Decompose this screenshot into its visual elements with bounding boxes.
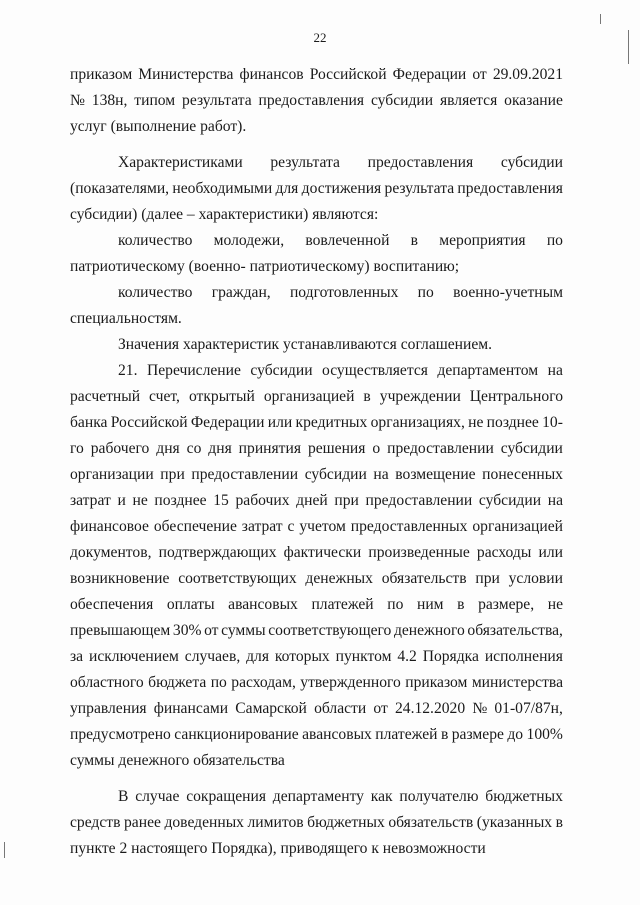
text-line: количество молодежи, вовлеченной в мероприятия по	[118, 232, 563, 249]
text-line: приказом Министерства финансов Российской Федерации от 29.09.2021	[70, 66, 563, 83]
page-number: 22	[313, 30, 327, 45]
text-line: документов, подтверждающих фактически произведенные расходы или	[70, 544, 563, 561]
text-line: организации при предоставлении субсидии на возмещение понесенных	[70, 466, 563, 483]
scan-mark-right	[628, 30, 629, 64]
paragraph	[70, 358, 563, 774]
text-line: управления финансами Самарской области от 24.12.2020 № 01-07/87н,	[70, 700, 563, 717]
paragraph	[70, 150, 563, 228]
text-line: субсидии) (далее – характеристики) являются:	[70, 206, 379, 223]
paragraph	[70, 280, 563, 332]
paragraph	[70, 62, 563, 140]
text-line: Характеристиками результата предоставления субсидии	[118, 154, 563, 171]
text-line: специальностям.	[70, 310, 182, 327]
text-line: услуг (выполнение работ).	[70, 118, 247, 135]
text-line: патриотическому (военно- патриотическому) воспитанию;	[70, 258, 460, 275]
text-line: за исключением случаев, для которых пунктом 4.2 Порядка исполнения	[70, 648, 563, 665]
scan-mark-left	[4, 842, 5, 858]
text-line: банка Российской Федерации или кредитных организациях, не позднее 10-	[70, 414, 563, 431]
text-line: обеспечения оплаты авансовых платежей по ним в размере, не	[70, 596, 563, 613]
paragraph	[70, 228, 563, 280]
text-line: количество граждан, подготовленных по военно-учетным	[118, 284, 563, 301]
text-line: № 138н, типом результата предоставления субсидии является оказание	[70, 92, 563, 109]
text-line: 21. Перечисление субсидии осуществляется департаментом на	[118, 362, 563, 379]
paragraph	[70, 784, 563, 862]
text-line: средств ранее доведенных лимитов бюджетных обязательств (указанных в	[70, 814, 563, 831]
document-body	[70, 62, 563, 862]
text-line: расчетный счет, открытый организацией в учреждении Центрального	[70, 388, 563, 405]
text-line: Значения характеристик устанавливаются соглашением.	[118, 336, 493, 353]
text-line: возникновение соответствующих денежных обязательств при условии	[70, 570, 563, 587]
text-line: затрат и не позднее 15 рабочих дней при предоставлении субсидии на	[70, 492, 563, 509]
text-line: пункте 2 настоящего Порядка), приводящего к невозможности	[70, 840, 486, 857]
text-line: областного бюджета по расходам, утвержденного приказом министерства	[70, 674, 563, 691]
scan-mark-top	[600, 14, 601, 24]
text-line: предусмотрено санкционирование авансовых платежей в размере до 100%	[70, 726, 563, 743]
text-line: превышающем 30% от суммы соответствующего денежного обязательства,	[70, 622, 563, 639]
text-line: финансовое обеспечение затрат с учетом предоставленных организацией	[70, 518, 563, 535]
text-line: суммы денежного обязательства	[70, 752, 285, 769]
text-line: го рабочего дня со дня принятия решения о предоставлении субсидии	[70, 440, 563, 457]
paragraph	[70, 332, 563, 358]
text-line: В случае сокращения департаменту как получателю бюджетных	[118, 788, 563, 805]
text-line: (показателями, необходимыми для достижения результата предоставления	[70, 180, 563, 197]
